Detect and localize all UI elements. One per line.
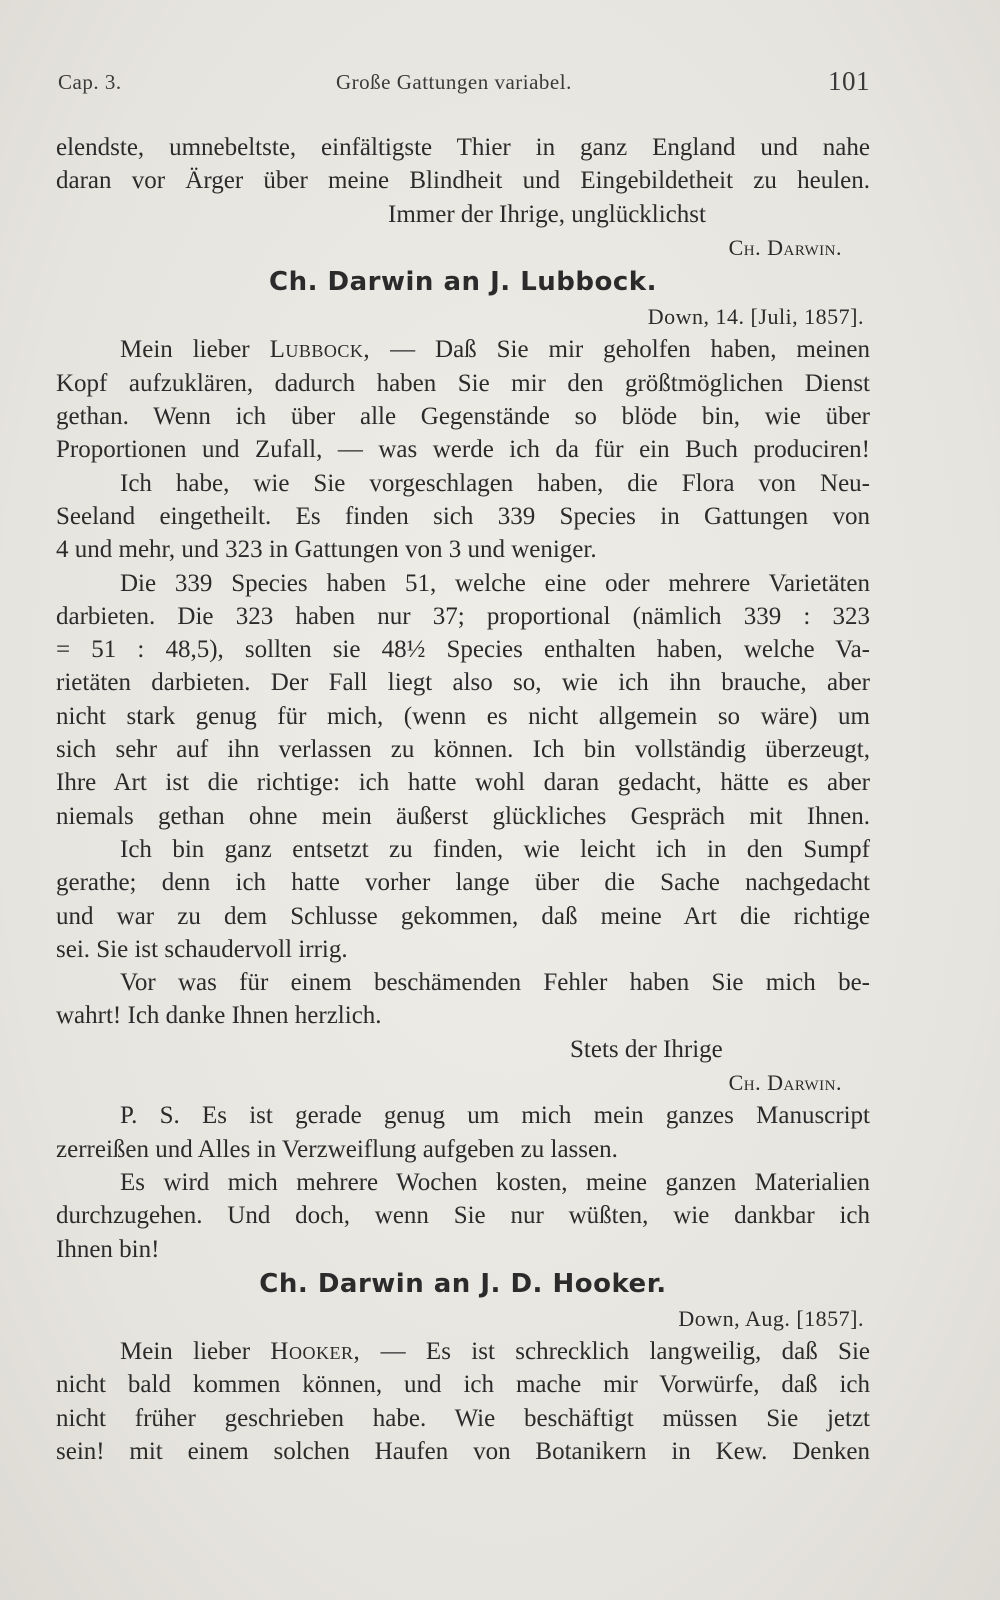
text-line: gethan. Wenn ich über alle Gegenstände so blöde bin, wie über bbox=[56, 403, 870, 431]
text-line: nicht stark genug für mich, (wenn es nicht allgemein so wäre) um bbox=[56, 702, 870, 730]
letter-heading: Ch. Darwin an J. Lubbock. bbox=[269, 267, 657, 298]
dateline: Down, Aug. [1857]. bbox=[678, 1305, 864, 1331]
salutation-rest: — Es ist schrecklich langweilig, daß Sie bbox=[380, 1338, 870, 1366]
page-number: 101 bbox=[828, 66, 870, 96]
text-line: rietäten darbieten. Der Fall liegt also so, wie ich ihn brauche, aber bbox=[56, 669, 870, 697]
text-line: nicht früher geschrieben habe. Wie beschäftigt müssen Sie jetzt bbox=[56, 1404, 870, 1432]
text-line: Seeland eingetheilt. Es finden sich 339 Species in Gattungen von bbox=[56, 502, 870, 530]
text-line: gerathe; denn ich hatte vorher lange über die Sache nachgedacht bbox=[56, 869, 870, 897]
signature: Ch. Darwin. bbox=[728, 234, 842, 260]
postscript-line: durchzugehen. Und doch, wenn Sie nur wüßten, wie dankbar ich bbox=[56, 1202, 870, 1230]
text-line: sich sehr auf ihn verlassen zu können. Ich bin vollständig überzeugt, bbox=[56, 736, 870, 764]
letter-heading: Ch. Darwin an J. D. Hooker. bbox=[259, 1268, 667, 1299]
text-line: Die 339 Species haben 51, welche eine oder mehrere Varietäten bbox=[120, 569, 870, 597]
postscript-line: P. S. Es ist gerade genug um mich mein ganzes Manuscript bbox=[120, 1102, 870, 1130]
salutation-start: Mein lieber bbox=[120, 336, 250, 364]
text-line: = 51 : 48,5), sollten sie 48½ Species enthalten haben, welche Va- bbox=[56, 636, 870, 664]
text-line: Proportionen und Zufall, — was werde ich da für ein Buch produciren! bbox=[56, 436, 870, 464]
postscript-line: Es wird mich mehrere Wochen kosten, meine ganzen Materialien bbox=[120, 1168, 870, 1196]
text-line: wahrt! Ich danke Ihnen herzlich. bbox=[56, 1002, 382, 1030]
text-line: Ich bin ganz entsetzt zu finden, wie leicht ich in den Sumpf bbox=[120, 835, 870, 863]
text-line: niemals gethan ohne mein äußerst glückliches Gespräch mit Ihnen. bbox=[56, 802, 870, 830]
text-line: darbieten. Die 323 haben nur 37; proportional (nämlich 339 : 323 bbox=[56, 602, 870, 630]
text-line: und war zu dem Schlusse gekommen, daß meine Art die richtige bbox=[56, 902, 870, 930]
letter-closing: Immer der Ihrige, unglücklichst bbox=[388, 200, 706, 228]
text-line: Vor was für einem beschämenden Fehler haben Sie mich be- bbox=[120, 969, 870, 997]
postscript-line: zerreißen und Alles in Verzweiflung aufgeben zu lassen. bbox=[56, 1135, 618, 1163]
addressee-name: Lubbock, bbox=[269, 336, 371, 364]
salutation-line bbox=[56, 1335, 870, 1368]
postscript-line: Ihnen bin! bbox=[56, 1235, 160, 1263]
body-text bbox=[56, 131, 870, 1468]
text-line: elendste, umnebeltste, einfältigste Thier in ganz England und nahe bbox=[56, 134, 870, 161]
salutation-start: Mein lieber bbox=[120, 1338, 251, 1366]
dateline: Down, 14. [Juli, 1857]. bbox=[647, 304, 864, 330]
text-line: Ich habe, wie Sie vorgeschlagen haben, die Flora von Neu- bbox=[120, 469, 870, 497]
text-line: sei. Sie ist schaudervoll irrig. bbox=[56, 935, 348, 963]
text-line: sein! mit einem solchen Haufen von Botanikern in Kew. Denken bbox=[56, 1437, 870, 1465]
salutation-rest: — Daß Sie mir geholfen haben, meinen bbox=[390, 336, 870, 364]
text-line: daran vor Ärger über meine Blindheit und Eingebildetheit zu heulen. bbox=[56, 167, 870, 195]
text-line: 4 und mehr, und 323 in Gattungen von 3 und weniger. bbox=[56, 536, 597, 564]
addressee-name: Hooker, bbox=[270, 1338, 361, 1366]
chapter-label: Cap. 3. bbox=[58, 70, 122, 94]
running-title: Große Gattungen variabel. bbox=[336, 70, 572, 94]
salutation-line bbox=[56, 333, 870, 366]
text-line: Ihre Art ist die richtige: ich hatte wohl daran gedacht, hätte es aber bbox=[56, 769, 870, 797]
signature: Ch. Darwin. bbox=[728, 1070, 842, 1096]
text-line: Kopf aufzuklären, dadurch haben Sie mir den größtmöglichen Dienst bbox=[56, 369, 870, 397]
running-head bbox=[58, 66, 870, 106]
letter-closing: Stets der Ihrige bbox=[570, 1035, 723, 1063]
text-line: nicht bald kommen können, und ich mache mir Vorwürfe, daß ich bbox=[56, 1371, 870, 1399]
